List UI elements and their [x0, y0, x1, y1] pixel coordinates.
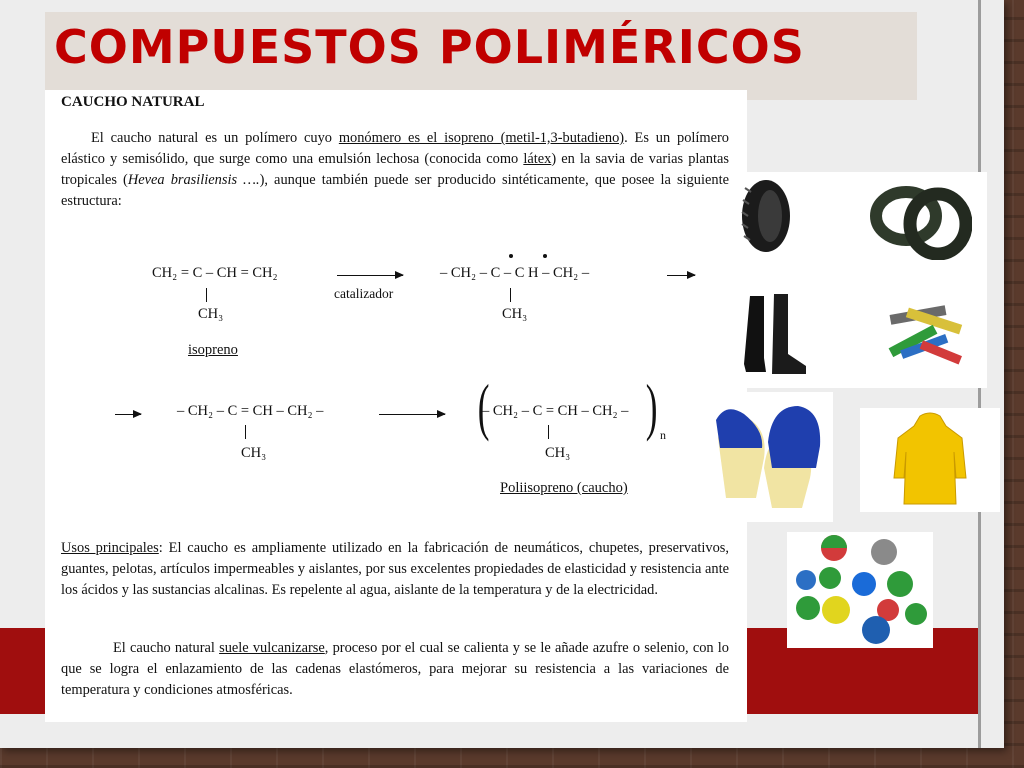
bond-line [548, 425, 549, 439]
polymer-formula: – CH₂ – C = CH – CH₂ – [482, 403, 629, 419]
uses-paragraph: Usos principales: El caucho es ampliamente utilizado en la fabricación de neumáticos, chupetes, preservativos, guantes, pelotas, artículos impermeables y aislantes, por sus excelentes propiedades de elasticidad y resistencia ante los ácidos y las sustancias alcalinas. Es repelente al agua, aislante de la temperatura y de la electricidad. [61, 540, 729, 598]
bracket-close: ) [645, 371, 658, 442]
polymer-label: Poliisopreno (caucho) [500, 480, 628, 496]
document-excerpt [45, 90, 747, 722]
monomer-formula: – CH₂ – C = CH – CH₂ – [177, 403, 324, 419]
bond-line [245, 425, 246, 439]
reaction-arrow [379, 414, 445, 415]
methyl-group: CH₃ [545, 445, 571, 461]
vulcanization-paragraph: El caucho natural suele vulcanizarse, proceso por el cual se calienta y se le añade azufre o selenio, con lo que se logra el enlazamiento de las cadenas elastómeros, para mejorar su resistencia a las variaciones de temperatura y condiciones atmosféricas. [61, 640, 729, 698]
gloves-photo [708, 398, 828, 518]
inner-tube-photo [870, 182, 972, 260]
isoprene-formula: CH₂ = C – CH = CH₂ [152, 265, 278, 281]
reaction-arrow [667, 275, 695, 276]
methyl-group: CH₃ [502, 306, 528, 322]
raincoat-photo [890, 410, 970, 510]
isoprene-label: isopreno [188, 342, 238, 358]
bond-line [206, 288, 207, 302]
rubber-boots-photo [740, 292, 812, 380]
radical-formula: – CH₂ – C – C H – CH₂ – [440, 265, 590, 281]
repeat-index: n [660, 428, 666, 442]
radical-dot [509, 254, 513, 258]
insulating-tape-photo [880, 300, 972, 382]
reaction-arrow [337, 275, 403, 276]
intro-paragraph: El caucho natural es un polímero cuyo monómero es el isopreno (metil-1,3-butadieno). Es un polímero elástico y semisólido, que surge como una emulsión lechosa (conocida como látex) en la savia de varias plantas tropicales (Hevea brasiliensis ….), aunque también puede ser producido sintéticamente, que posee la siguiente estructura: [61, 130, 729, 209]
reaction-arrow [115, 414, 141, 415]
slide-title: COMPUESTOS POLIMÉRICOS [54, 20, 805, 74]
bracket-open: ( [477, 371, 490, 442]
bond-line [510, 288, 511, 302]
radical-dot [543, 254, 547, 258]
methyl-group: CH₃ [241, 445, 267, 461]
section-heading: CAUCHO NATURAL [61, 94, 205, 110]
tire-photo [737, 176, 795, 256]
methyl-group: CH₃ [198, 306, 224, 322]
balls-photo [788, 534, 932, 646]
catalyst-label: catalizador [334, 286, 394, 301]
